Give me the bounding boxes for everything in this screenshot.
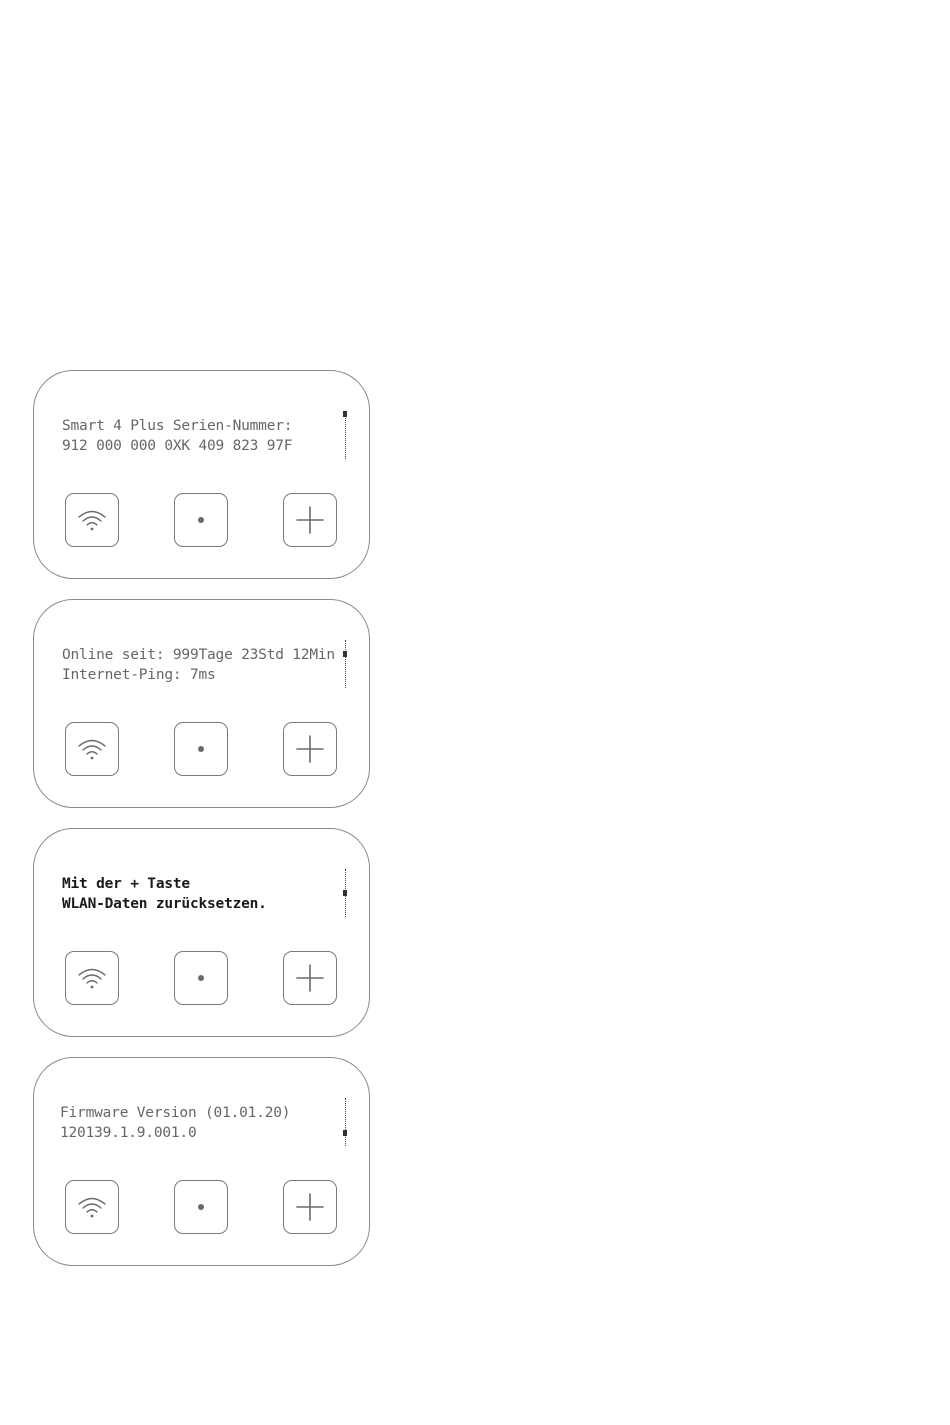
dot-icon	[196, 973, 206, 983]
wifi-button[interactable]	[65, 493, 119, 547]
display-text: Smart 4 Plus Serien-Nummer: 912 000 000 0XK 409 823 97F	[62, 418, 293, 454]
center-button[interactable]	[174, 951, 228, 1005]
plus-button[interactable]	[283, 951, 337, 1005]
device-screen-firmware-version	[33, 1057, 370, 1266]
display-text: Firmware Version (01.01.20) 120139.1.9.001.0	[60, 1105, 291, 1141]
wifi-button[interactable]	[65, 1180, 119, 1234]
scroll-indicator	[343, 1098, 347, 1146]
wifi-button[interactable]	[65, 722, 119, 776]
center-button[interactable]	[174, 1180, 228, 1234]
device-screen-serial-number	[33, 370, 370, 579]
dot-icon	[196, 515, 206, 525]
scroll-thumb	[343, 1130, 347, 1136]
dot-icon	[196, 744, 206, 754]
display-text: Online seit: 999Tage 23Std 12Min Internet-Ping: 7ms	[62, 647, 335, 683]
center-button[interactable]	[174, 722, 228, 776]
plus-button[interactable]	[283, 493, 337, 547]
scroll-thumb	[343, 411, 347, 417]
wifi-icon	[77, 1195, 107, 1219]
plus-button[interactable]	[283, 1180, 337, 1234]
device-screen-online-status	[33, 599, 370, 808]
wifi-icon	[77, 737, 107, 761]
wifi-button[interactable]	[65, 951, 119, 1005]
scroll-thumb	[343, 890, 347, 896]
plus-button[interactable]	[283, 722, 337, 776]
wifi-icon	[77, 508, 107, 532]
scroll-thumb	[343, 651, 347, 657]
plus-icon	[295, 734, 325, 764]
plus-icon	[295, 963, 325, 993]
scroll-track	[345, 411, 346, 459]
scroll-indicator	[343, 411, 347, 459]
scroll-indicator	[343, 640, 347, 688]
scroll-indicator	[343, 869, 347, 917]
display-text: Mit der + Taste WLAN-Daten zurücksetzen.	[62, 876, 267, 912]
scroll-track	[345, 1098, 346, 1146]
wifi-icon	[77, 966, 107, 990]
plus-icon	[295, 1192, 325, 1222]
dot-icon	[196, 1202, 206, 1212]
device-screen-wlan-reset	[33, 828, 370, 1037]
scroll-track	[345, 640, 346, 688]
center-button[interactable]	[174, 493, 228, 547]
plus-icon	[295, 505, 325, 535]
